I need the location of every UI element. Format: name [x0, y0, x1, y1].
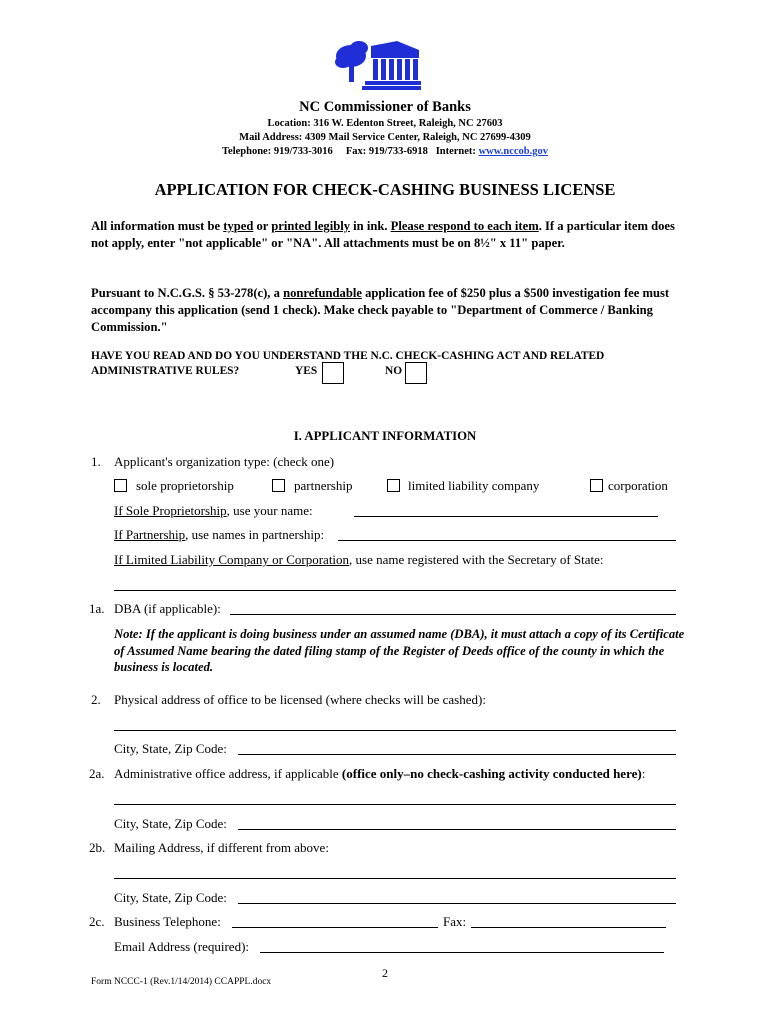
dba-label: DBA (if applicable): [114, 601, 221, 616]
corporation-checkbox[interactable] [590, 479, 603, 492]
text: : [641, 766, 646, 781]
form-title: APPLICATION FOR CHECK-CASHING BUSINESS LICENSE [154, 180, 616, 199]
text-office-only: (office only–no check-cashing activity conducted here) [341, 766, 642, 781]
item-2-number: 2. [91, 692, 101, 707]
text-respond: Please respond to each item [390, 219, 539, 233]
item-1-number: 1. [91, 454, 101, 469]
admin-address-label [114, 766, 645, 782]
physical-address-label: Physical address of office to be licensed (where checks will be cashed): [114, 692, 486, 707]
text: Pursuant to N.C.G.S. § 53-278(c), a [91, 286, 284, 300]
physical-address-field[interactable] [114, 730, 676, 731]
text: All information must be [91, 219, 224, 233]
item-1a-number: 1a. [89, 601, 105, 616]
text-printed-legibly: printed legibly [271, 219, 351, 233]
fax-field[interactable] [471, 927, 666, 928]
llc-checkbox[interactable] [387, 479, 400, 492]
partnership-names-label [114, 527, 324, 543]
text: If Partnership [114, 527, 186, 542]
corporation-label: corporation [608, 478, 668, 493]
admin-city-label: City, State, Zip Code: [114, 816, 227, 831]
text: Administrative office address, if applicable [114, 766, 342, 781]
no-label: NO [385, 365, 403, 377]
partnership-names-field[interactable] [338, 540, 676, 541]
dba-note: Note: If the applicant is doing business under an assumed name (DBA), it must attach a copy of its Certificate of Assumed Name bearing the dated filing stamp of the Register of Deeds office of the county in which the business is located. [114, 627, 685, 674]
text: , use your name: [226, 503, 313, 518]
agency-contact [0, 146, 770, 157]
nccob-logo [335, 40, 421, 92]
text-nonrefundable: nonrefundable [283, 286, 362, 300]
item-1-label: Applicant's organization type: (check one) [114, 454, 335, 469]
business-telephone-field[interactable] [232, 927, 438, 928]
partnership-checkbox[interactable] [272, 479, 285, 492]
fax-label: Fax: [443, 914, 467, 929]
admin-city-field[interactable] [238, 829, 676, 830]
sole-name-field[interactable] [354, 516, 658, 517]
contact-text: Telephone: 919/733-3016 Fax: 919/733-6918 Internet: [222, 146, 479, 157]
text: application fee of $250 plus a $500 investigation fee must accompany this application (send 1 check). Make check payable to "Department of Commerce / Banking Commission." [91, 286, 670, 334]
llc-name-label [114, 552, 604, 568]
item-2a-number: 2a. [89, 766, 105, 781]
section-title: I. APPLICANT INFORMATION [293, 429, 477, 443]
partnership-label: partnership [294, 478, 353, 493]
email-label: Email Address (required): [114, 939, 250, 954]
text: or [253, 219, 272, 233]
text: . If a particular item does not apply, enter "not applicable" or "NA". All attachments must be on 8½" x 11" paper. [91, 219, 675, 250]
business-telephone-label: Business Telephone: [114, 914, 221, 929]
email-field[interactable] [260, 952, 664, 953]
llc-name-field[interactable] [114, 590, 676, 591]
sole-proprietorship-label: sole proprietorship [136, 478, 234, 493]
mailing-address-field[interactable] [114, 878, 676, 879]
admin-address-field[interactable] [114, 804, 676, 805]
website-link[interactable]: www.nccob.gov [478, 146, 548, 157]
mailing-address-label: Mailing Address, if different from above: [114, 840, 329, 855]
text: , use names in partnership: [185, 527, 325, 542]
mailing-city-field[interactable] [238, 903, 676, 904]
text: If Limited Liability Company or Corporation [114, 552, 350, 567]
text: If Sole Proprietorship [114, 503, 227, 518]
sole-name-label [114, 503, 313, 519]
mailing-city-label: City, State, Zip Code: [114, 890, 227, 905]
yes-label: YES [295, 365, 318, 377]
page-number: 2 [382, 966, 388, 980]
agency-mail-address: Mail Address: 4309 Mail Service Center, Raleigh, NC 27699-4309 [239, 132, 531, 143]
yes-checkbox[interactable] [322, 362, 344, 384]
question-line-2: ADMINISTRATIVE RULES? [91, 365, 240, 377]
text: , use name registered with the Secretary of State: [349, 552, 604, 567]
item-2c-number: 2c. [89, 914, 105, 929]
agency-name: NC Commissioner of Banks [299, 99, 471, 115]
form-footer: Form NCCC-1 (Rev.1/14/2014) CCAPPL.docx [91, 977, 272, 987]
agency-location: Location: 316 W. Edenton Street, Raleigh, NC 27603 [267, 118, 503, 129]
item-2b-number: 2b. [89, 840, 106, 855]
physical-city-label: City, State, Zip Code: [114, 741, 227, 756]
llc-label: limited liability company [408, 478, 540, 493]
text-typed: typed [223, 219, 254, 233]
dba-field[interactable] [230, 614, 676, 615]
question-line-1: HAVE YOU READ AND DO YOU UNDERSTAND THE N.C. CHECK-CASHING ACT AND RELATED [91, 350, 605, 362]
fee-paragraph [91, 285, 691, 336]
text: in ink. [350, 219, 391, 233]
physical-city-field[interactable] [238, 754, 676, 755]
instructions-paragraph [91, 218, 691, 252]
sole-proprietorship-checkbox[interactable] [114, 479, 127, 492]
no-checkbox[interactable] [405, 362, 427, 384]
